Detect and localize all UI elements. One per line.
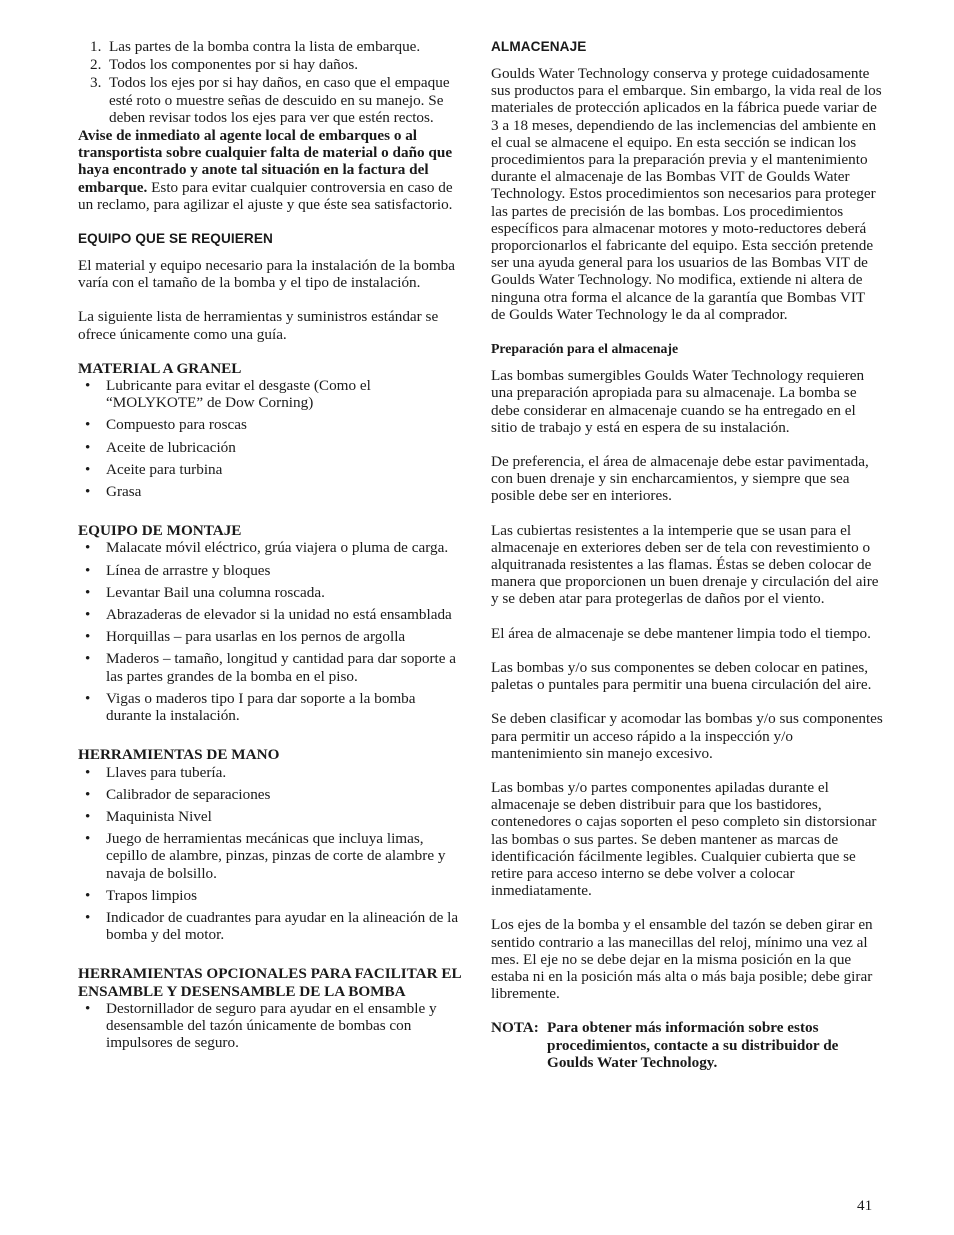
list-item: • Horquillas – para usarlas en los pernos de argolla — [85, 628, 406, 646]
paragraph: Goulds Water Technology conserva y protege cuidadosamente sus productos para el embarque. Sin embargo, la vida real de los materiales de protección aplicados en la fábrica puede variar de 3 a 18 meses, dependiendo de las inclemencias del ambiente en el cual se almacene el equipo. En esta sección se indican los procedimientos para la preparación previa y el mantenimiento durante el almacenaje de las Bombas VIT de Goulds Water Technology. Estos procedimientos son necesarios para proteger las partes de precisión de las bombas. Los procedimientos específicos para almacenar motores y moto-reductores deberá proporcionarlos el fabricante del equipo. Esta sección pretende ser una ayuda general para los usuarios de las Bombas VIT de Goulds Water Technology. No modifica, extiende ni altera de ninguna otra forma el alcance de la garantía que Bombas VIT de Goulds Water Technology le da al comprador. — [491, 65, 882, 323]
optional-tools-list — [78, 1000, 463, 1052]
paragraph: Las bombas y/o partes componentes apiladas durante el almacenaje se deben distribuir para que los bastidores, contenedores o cajas soporten el peso completo sin distorsionar las bombas o sus partes. Se deben mantener as marcas de identificación fácilmente legibles. Cualquier cubierta que se retire para acceso interno se debe volver a colocar inmediatamente. — [491, 778, 877, 900]
paragraph: El área de almacenaje se debe mantener limpia todo el tiempo. — [491, 624, 871, 642]
paragraph: Los ejes de la bomba y el ensamble del tazón se deben girar en sentido contrario a las manecillas del reloj, mínimo una vez al mes. El eje no se debe dejar en la misma posición en la que estaba ni en la posición más alta o más baja posible; debe girar libremente. — [491, 916, 873, 1003]
paragraph: De preferencia, el área de almacenaje debe estar pavimentada, con buen drenaje y sin encharcamientos, y siempre que sea posible debe ser en interiores. — [491, 453, 869, 505]
list-item: • Abrazaderas de elevador si la unidad no está ensamblada — [85, 606, 452, 624]
list-item: • Llaves para tubería. — [85, 763, 227, 781]
list-item: • Juego de herramientas mecánicas que incluya limas, cepillo de alambre, pinzas, pinzas de corte de alambre y navaja de bolsillo. — [85, 830, 446, 882]
list-item: • Vigas o maderos tipo I para dar soporte a la bomba durante la instalación. — [85, 689, 416, 725]
list-item: • Malacate móvil eléctrico, grúa viajera o pluma de carga. — [85, 539, 449, 557]
note-block — [491, 1019, 883, 1071]
list-item: 3. Todos los ejes por si hay daños, en caso que el empaque esté roto o muestre señas de descuido en su manejo. Se deben revisar todos los ejes para ver que estén rectos. — [90, 74, 450, 126]
list-item: • Lubricante para evitar el desgaste (Como el “MOLYKOTE” de Dow Corning) — [85, 377, 371, 412]
paragraph: Las cubiertas resistentes a la intemperie que se usan para el almacenaje en exteriores deben ser de tela con revestimiento o alquitranada resistentes a las flamas. Éstas se deben colocar de manera que proporcionen un buen drenaje y circulación del aire y se deben atar para protegerlas de daños por el viento. — [491, 521, 879, 608]
paragraph: Las bombas y/o sus componentes se deben colocar en patines, paletas o puntales para permitir una buena circulación del aire. — [491, 658, 872, 694]
list-item: • Compuesto para roscas — [85, 416, 247, 434]
list-item: 2. Todos los componentes por si hay daños. — [90, 56, 359, 74]
mounting-equipment-list — [78, 539, 463, 724]
paragraph: La siguiente lista de herramientas y suministros estándar se ofrece únicamente como una guía. — [78, 308, 439, 343]
note-text: Para obtener más información sobre estos procedimientos, contacte a su distribuidor de Goulds Water Technology. — [547, 1019, 839, 1071]
paragraph: Se deben clasificar y acomodar las bombas y/o sus componentes para permitir un acceso rápido a la inspección y/o mantenimiento sin manejo excesivo. — [491, 710, 883, 762]
subheading-storage-prep: Preparación para el almacenaje — [491, 341, 679, 357]
page-number: 41 — [857, 1197, 873, 1214]
section-heading-bulk-material: MATERIAL A GRANEL — [78, 359, 242, 377]
list-item: • Trapos limpios — [85, 886, 198, 904]
list-item: • Destornillador de seguro para ayudar en el ensamble y desensamble del tazón únicamente de bombas con impulsores de seguro. — [85, 999, 437, 1052]
left-column — [78, 38, 463, 1056]
section-heading-equipment: EQUIPO QUE SE REQUIEREN — [78, 231, 273, 247]
paragraph: El material y equipo necesario para la instalación de la bomba varía con el tamaño de la bomba y el tipo de instalación. — [78, 257, 456, 292]
section-heading-mounting: EQUIPO DE MONTAJE — [78, 522, 242, 540]
list-item: • Grasa — [85, 483, 142, 501]
list-item: • Maderos – tamaño, longitud y cantidad para dar soporte a las partes grandes de la bomba en el piso. — [85, 650, 457, 685]
list-item: • Levantar Bail una columna roscada. — [85, 583, 325, 601]
list-item: • Línea de arrastre y bloques — [85, 561, 271, 579]
bulk-material-list — [78, 377, 463, 500]
shipping-notice: Avise de inmediato al agente local de embarques o al transportista sobre cualquier falta de material o daño que haya encontrado y anote tal situación en la factura del embarque. Esto para evitar cualquier controversia en caso de un reclamo, para agilizar el ajuste y que éste sea satisfactorio. — [78, 127, 453, 213]
section-heading-storage: ALMACENAJE — [491, 39, 587, 54]
paragraph: Las bombas sumergibles Goulds Water Technology requieren una preparación apropiada para su almacenaje. La bomba se debe considerar en almacenaje cuando se ha entregado en el sitio de trabajo y está en espera de su instalación. — [491, 367, 865, 436]
hand-tools-list — [78, 764, 463, 944]
section-heading-hand-tools: HERRAMIENTAS DE MANO — [78, 746, 280, 764]
inspection-checklist — [78, 38, 463, 126]
list-item: • Maquinista Nivel — [85, 807, 212, 825]
list-item: • Aceite de lubricación — [85, 438, 236, 456]
section-heading-optional-tools: HERRAMIENTAS OPCIONALES PARA FACILITAR EL ENSAMBLE Y DESENSAMBLE DE LA BOMBA — [78, 965, 461, 1000]
list-item: • Aceite para turbina — [85, 460, 223, 478]
list-item: • Indicador de cuadrantes para ayudar en la alineación de la bomba y del motor. — [85, 908, 459, 944]
list-item: • Calibrador de separaciones — [85, 785, 271, 803]
note-label: NOTA: — [491, 1019, 539, 1037]
list-item: 1. Las partes de la bomba contra la lista de embarque. — [90, 38, 421, 55]
right-column — [491, 38, 883, 1071]
